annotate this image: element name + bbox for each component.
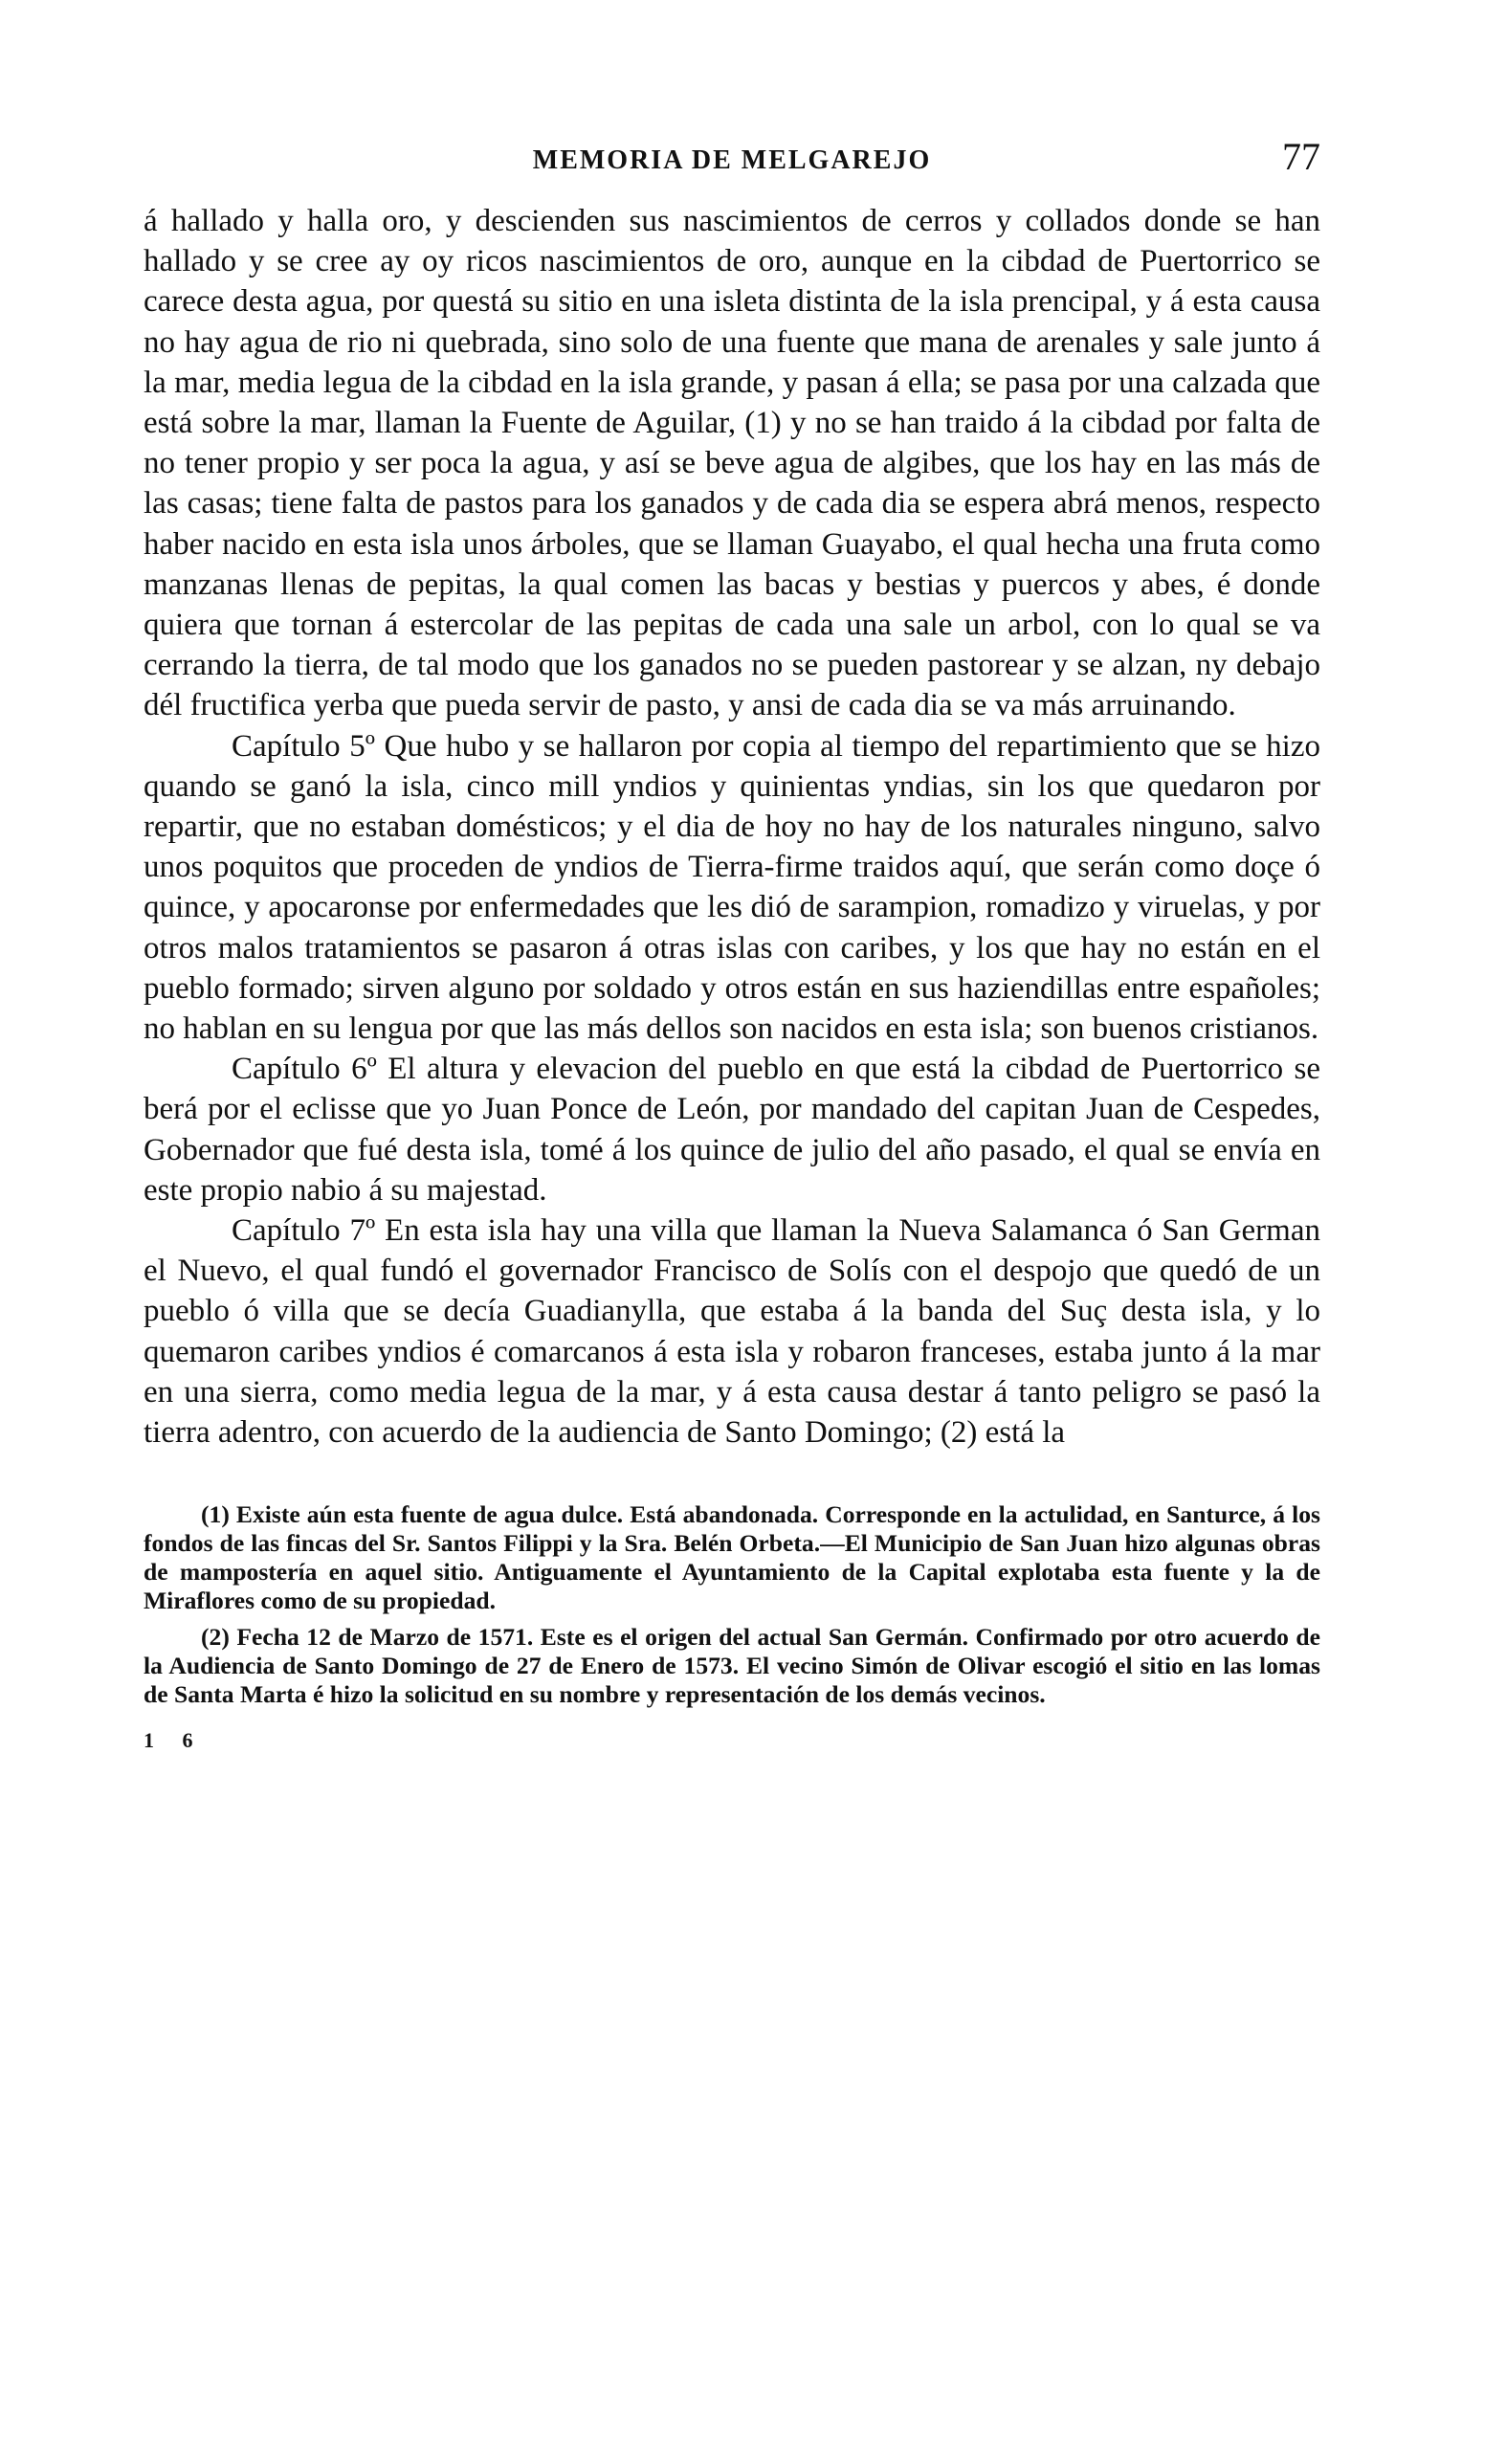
book-page [144,134,1320,1753]
page-number: 77 [1282,135,1320,178]
body-text [144,201,1320,1453]
paragraph-capitulo-7: Capítulo 7º En esta isla hay una villa que llaman la Nueva Salamanca ó San German el Nuevo, el qual fundó el governador Francisco de Solís con el despojo que quedó de un pueblo ó villa que se decía Guadianylla, que estaba á la banda del Suç desta isla, y lo quemaron caribes yndios é comarcanos á esta isla y robaron franceses, estaba junto á la mar en una sierra, como media legua de la mar, y á esta causa destar á tanto peligro se pasó la tierra adentro, con acuerdo de la audiencia de Santo Domingo; (2) está la [144,1213,1320,1451]
footnotes [144,1500,1320,1709]
paragraph-capitulo-5: Capítulo 5º Que hubo y se hallaron por copia al tiempo del repartimiento que se hizo quando se ganó la isla, cinco mill yndios y quinientas yndias, sin los que quedaron por repartir, que no estaban domésticos; y el dia de hoy no hay de los naturales ninguno, salvo unos poquitos que proceden de yndios de Tierra-firme traidos aquí, que serán como doçe ó quince, y apocaronse por enfermedades que les dió de sarampion, romadizo y viruelas, y por otros malos tratamientos se pasaron á otras islas con caribes, y los que hay no están en el pueblo formado; sirven alguno por soldado y otros están en sus haziendillas entre españoles; no hablan en su lengua por que las más dellos son nacidos en esta isla; son buenos cristianos. [144,728,1320,1047]
running-title: MEMORIA DE MELGAREJO [532,145,932,175]
paragraph: á hallado y halla oro, y descienden sus nascimientos de cerros y collados donde se han hallado y se cree ay oy ricos nascimientos de oro, aunque en la cibdad de Puertorrico se carece desta agua, por questá su sitio en una isleta distinta de la isla prencipal, y á esta causa no hay agua de rio ni quebrada, sino solo de una fuente que mana de arenales y sale junto á la mar, media legua de la cibdad en la isla grande, y pasan á ella; se pasa por una calzada que está sobre la mar, llaman la Fuente de Aguilar, (1) y no se han traido á la cibdad por falta de no tener propio y ser poca la agua, y así se beve agua de algibes, que los hay en las más de las casas; tiene falta de pastos para los ganados y de cada dia se espera abrá menos, respecto haber nacido en esta isla unos árboles, que se llaman Guayabo, el qual hecha una fruta como manzanas llenas de pepitas, la qual comen las bacas y bestias y puercos y abes, é donde quiera que tornan á estercolar de las pepitas de cada una sale un arbol, con lo qual se va cerrando la tierra, de tal modo que los ganados no se pueden pastorear y se alzan, ny debajo dél fructifica yerba que pueda servir de pasto, y ansi de cada dia se va más arruinando. [144,204,1320,723]
printer-signature: 1 6 [144,1728,205,1753]
paragraph-capitulo-6: Capítulo 6º El altura y elevacion del pueblo en que está la cibdad de Puertorrico se berá por el eclisse que yo Juan Ponce de León, por mandado del capitan Juan de Cespedes, Gobernador que fué desta isla, tomé á los quince de julio del año pasado, el qual se envía en este propio nabio á su majestad. [144,1052,1320,1208]
footnote-2: (2) Fecha 12 de Marzo de 1571. Este es el origen del actual San Germán. Confirmado por otro acuerdo de la Audiencia de Santo Domingo de 27 de Enero de 1573. El vecino Simón de Olivar escogió el sitio en las lomas de Santa Marta é hizo la solicitud en su nombre y representación de los demás vecinos. [144,1623,1320,1709]
running-head [144,134,1320,191]
footnote-1: (1) Existe aún esta fuente de agua dulce. Está abandonada. Corresponde en la actulidad, en Santurce, á los fondos de las fincas del Sr. Santos Filippi y la Sra. Belén Orbeta.—El Municipio de San Juan hizo algunas obras de mampostería en aquel sitio. Antiguamente el Ayuntamiento de la Capital explotaba esta fuente y la de Miraflores como de su propiedad. [144,1500,1320,1615]
